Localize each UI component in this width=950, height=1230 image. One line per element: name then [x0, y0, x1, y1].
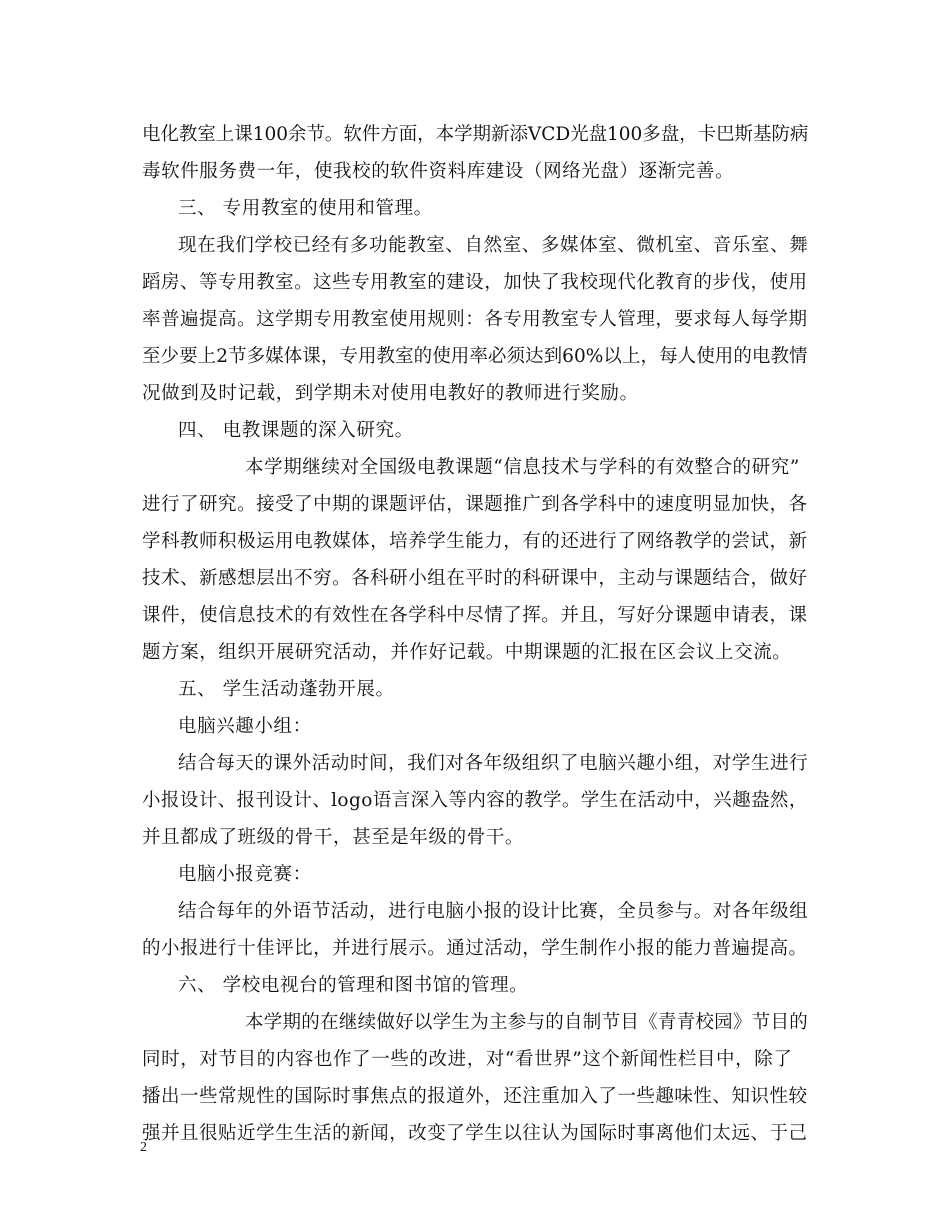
text-line: 强并且很贴近学生生活的新闻，改变了学生以往认为国际时事离他们太远、于己: [142, 1123, 808, 1144]
text-line: 本学期的在继续做好以学生为主参与的自制节目《青青校园》节目的: [245, 1012, 809, 1033]
text-line: 的小报进行十佳评比，并进行展示。通过活动，学生制作小报的能力普遍提高。: [142, 938, 808, 959]
section-heading: 四、 电教课题的深入研究。: [178, 420, 414, 441]
text-line: 播出一些常规性的国际时事焦点的报道外，还注重加入了一些趣味性、知识性较: [142, 1086, 808, 1107]
section-heading: 三、 专用教室的使用和管理。: [178, 198, 433, 219]
text-line: 本学期继续对全国级电教课题“信息技术与学科的有效整合的研究”: [245, 457, 800, 478]
page-number: 2: [140, 1140, 147, 1155]
text-line: 况做到及时记载，到学期未对使用电教好的教师进行奖励。: [142, 383, 639, 404]
text-line: 并且都成了班级的骨干，甚至是年级的骨干。: [142, 827, 525, 848]
section-heading: 六、 学校电视台的管理和图书馆的管理。: [178, 975, 529, 996]
text-line: 现在我们学校已经有多功能教室、自然室、多媒体室、微机室、音乐室、舞: [178, 235, 809, 256]
text-line: 结合每年的外语节活动，进行电脑小报的设计比赛，全员参与。对各年级组: [178, 901, 809, 922]
text-line: 技术、新感想层出不穷。各科研小组在平时的科研课中，主动与课题结合，做好: [142, 568, 808, 589]
subsection-heading: 电脑兴趣小组：: [178, 716, 312, 737]
text-line: 小报设计、报刊设计、logo语言深入等内容的教学。学生在活动中，兴趣盎然，: [142, 790, 808, 811]
text-line: 题方案，组织开展研究活动，并作好记载。中期课题的汇报在区会议上交流。: [142, 642, 792, 663]
text-line: 同时，对节目的内容也作了一些的改进，对“看世界”这个新闻性栏目中，除了: [142, 1049, 793, 1070]
text-line: 毒软件服务费一年，使我校的软件资料库建设（网络光盘）逐渐完善。: [142, 161, 735, 182]
subsection-heading: 电脑小报竞赛：: [178, 864, 312, 885]
text-line: 电化教室上课100余节。软件方面，本学期新添VCD光盘100多盘，卡巴斯基防病: [142, 124, 809, 145]
text-line: 进行了研究。接受了中期的课题评估，课题推广到各学科中的速度明显加快，各: [142, 494, 808, 515]
text-line: 率普遍提高。这学期专用教室使用规则：各专用教室专人管理，要求每人每学期: [142, 309, 808, 330]
text-line: 结合每天的课外活动时间，我们对各年级组织了电脑兴趣小组，对学生进行: [178, 753, 809, 774]
text-line: 学科教师积极运用电教媒体，培养学生能力，有的还进行了网络教学的尝试，新: [142, 531, 808, 552]
section-heading: 五、 学生活动蓬勃开展。: [178, 679, 395, 700]
text-line: 至少要上2节多媒体课，专用教室的使用率必须达到60%以上，每人使用的电教情: [142, 346, 808, 367]
text-line: 蹈房、等专用教室。这些专用教室的建设，加快了我校现代化教育的步伐，使用: [142, 272, 808, 293]
text-line: 课件，使信息技术的有效性在各学科中尽情了挥。并且，写好分课题申请表，课: [142, 605, 808, 626]
